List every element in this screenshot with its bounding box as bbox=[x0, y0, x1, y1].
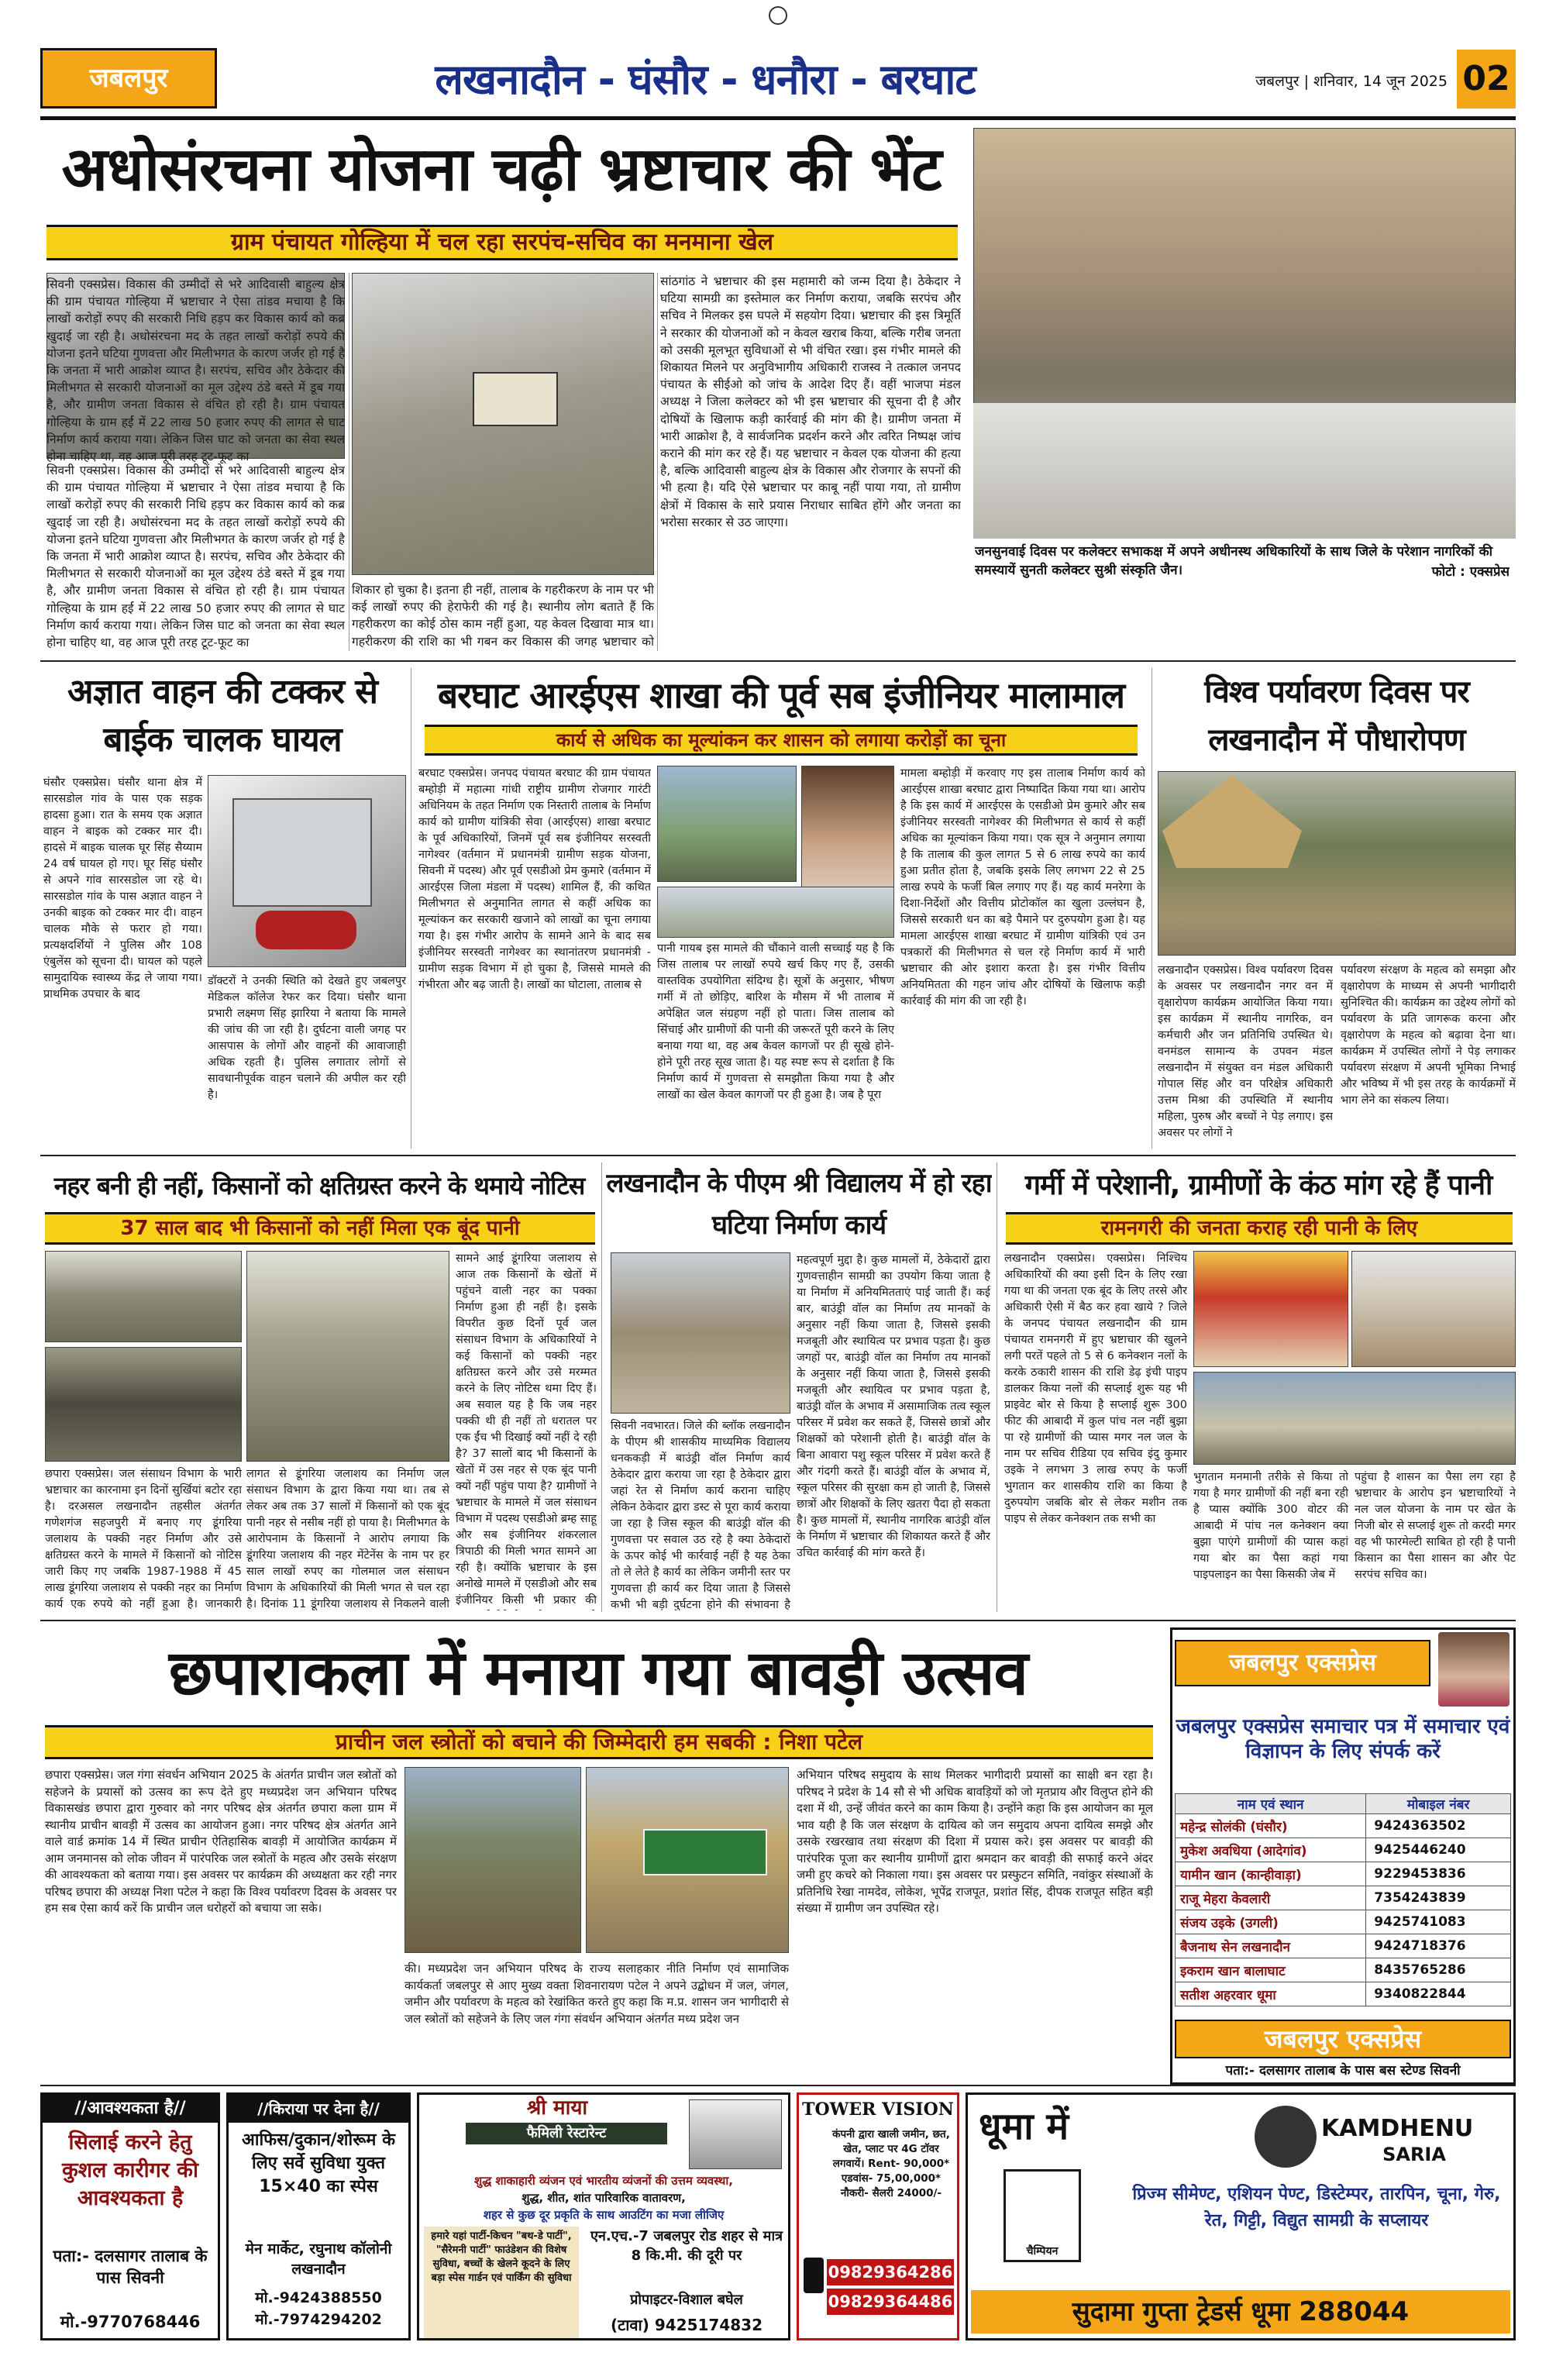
restaurant-phone: (टावा) 9425174832 bbox=[611, 2316, 763, 2334]
ad-tower-vision bbox=[797, 2092, 959, 2340]
kamdhenu-logo-icon bbox=[1255, 2106, 1317, 2168]
restaurant-name: श्री माया bbox=[526, 2096, 588, 2120]
table-row bbox=[1176, 1982, 1511, 2006]
contact-phone: 9340822844 bbox=[1366, 1982, 1511, 2006]
article-2-col1: घंसौर एक्सप्रेस। घंसौर थाना क्षेत्र में सारसडोल गांव के पास एक सड़क हादसा हुआ। रात के समय एक अज्ञात वाहन ने बाइक को टक्कर मार दी। हादसे में बाइक चालक घूर सिंह सैय्याम 24 वर्ष घायल हो गए। घूर सिंह घंसौर से अपने गांव सारसडोल जा रहे थे। सारसडोल गांव के पास अज्ञात वाहन ने उनकी बाइक को टक्कर मार दी। वाहन चालक मौके से फरार हो गया। प्रत्यक्षदर्शियों ने पुलिस और 108 एंबुलेंस को सूचना दी। घायल को पहले सामुदायिक स्वास्थ्य केंद्र ले जाया गया। प्राथमिक उपचार के बाद bbox=[43, 777, 202, 1001]
contact-phone: 7354243839 bbox=[1366, 1886, 1511, 1910]
contact-name: यामीन खान (कान्हीवाड़ा) bbox=[1176, 1862, 1366, 1886]
article-photo bbox=[1351, 1251, 1516, 1367]
bike-shape bbox=[256, 911, 356, 949]
article-photo bbox=[1193, 1372, 1516, 1465]
article-1-col1: सिवनी एक्सप्रेस। विकास की उम्मीदों से भरे आदिवासी बाहुल्य क्षेत्र की ग्राम पंचायत गोल्हिया में भ्रष्टाचार ने ऐसा तांडव मचाया है कि लाखों करोड़ों रुपए की सरकारी निधि हड़प कर विकास कार्य को कब्र खुदाई जा रही है। अधोसंरचना मद के तहत लाखों करोड़ों रुपये की योजना इतने घटिया गुणवत्ता और मिलीभगत के कारण जर्जर हो गई है कि जनता में भारी आक्रोश व्याप्त है। सरपंच, सचिव और ठेकेदार की मिलीभगत से सरकारी योजनाओं का मूल उद्देश्य ठंडे बस्ते में डूब गया है, और ग्रामीण जनता विकास से वंचित हो रही है। ग्राम पंचायत गोल्हिया के ग्राम हर्ई में 22 लाख 50 हजार रुपए की लागत से घाट निर्माण कार्य कराया गया। लेकिन जिस घाट को जनता का सेवा स्थल होना चाहिए था, वह आज पूरी तरह टूट-फूट का bbox=[46, 277, 345, 464]
article-photo bbox=[246, 1251, 449, 1462]
article-5-col1: छपारा एक्सप्रेस। जल संसाधन विभाग के भारी भ्रष्टाचार का कारनामा इन दिनों सुर्खियां बटोर रहा है। दरअसल लखनादौन तहसील अंतर्गत गणेशगंज सहजपुरी में बनाए गए डूंगरिया जलाशय के पक्की नहर निर्माण और उसे क्षतिग्रस्त करने के मामले में किसानों को नोटिस जारी किए गए जबकि 1987-1988 में 45 लाख डूंगरिया जलाशय से पक्की नहर का निर्माण कार्य एक रुपये को नहीं हुआ है। जानकारी bbox=[45, 1468, 242, 1610]
table-row bbox=[1176, 1934, 1511, 1958]
promo-ad-line: जबलपुर एक्सप्रेस समाचार पत्र में समाचार एवं विज्ञापन के लिए संपर्क करें bbox=[1176, 1715, 1510, 1763]
headline-2: अज्ञात वाहन की टक्कर से बाईक चालक घायल bbox=[67, 672, 378, 759]
contact-phone: 9229453836 bbox=[1366, 1862, 1511, 1886]
headline-1: अधोसंरचना योजना चढ़ी भ्रष्टाचार की भेंट bbox=[61, 135, 942, 205]
article-5-col3: सामने आई डूंगरिया जलाशय से आज तक किसानों के खेतों में पहुंचने वाली नहर का पक्का निर्माण हुआ ही नहीं है। इसके विपरीत कुछ दिनों पूर्व जल संसाधन विभाग के अधिकारियों ने कई किसानों को पक्की नहर क्षतिग्रस्त करने और उसे मरम्मत करने के लिए नोटिस थमा दिए हैं। अब सवाल यह है कि जब नहर पक्की थी ही नहीं तो धरातल पर एक ईंच भी दिखाई क्यों नहीं दे रही है? 37 सालों बाद भी किसानों के खेतों में उस नहर से एक बूंद पानी क्यों नहीं पहुंच पाया है? ग्रामीणों ने भ्रष्टाचार के मामले में जल संसाधन विभाग में पदस्थ एसडीओ ब्रम्ह साहू और सब इंजीनियर शंकरलाल त्रिपाठी की मिली भगत सामने आ रही है। क्योंकि भ्रष्टाचार के इस अनोखे मामले में एसडीओ और सब इंजीनियर किसी भी प्रकार की bbox=[456, 1252, 597, 1607]
table-row bbox=[1176, 1958, 1511, 1982]
article-4-col2: पर्यावरण संरक्षण के महत्व को समझा और वृक्षारोपण के माध्यम से अपनी भागीदारी सुनिश्चित की। कार्यक्रम का उद्देश्य लोगों को पर्यावरण के प्रति जागरूक करना और वृक्षारोपण के महत्व को बढ़ावा देना था। कार्यक्रम में उपस्थित लोगों ने पेड़ लगाकर पर्यावरण संरक्षण में अपनी भूमिका निभाई और भविष्य में भी इस तरह के कार्यक्रमों में भाग लेने का संकल्प लिया। bbox=[1341, 964, 1516, 1107]
promo-footer-brand: जबलपुर एक्सप्रेस bbox=[1264, 2024, 1422, 2054]
ad-wanted-address: पता:- दलसागर तालाब के पास सिवनी bbox=[53, 2247, 208, 2287]
hardware-place: धूमा में bbox=[979, 2105, 1069, 2148]
ad-wanted-head: //आवश्यकता है// bbox=[43, 2095, 218, 2123]
tower-body: कंपनी द्वारा खाली जमीन, छत, खेत, प्लाट पर 4G टॉवर लगवायें। Rent- 90,000* एडवांस- 75,00,000* नौकरी- सैलरी 24000/- bbox=[832, 2128, 950, 2199]
article-7-col3: पहुंचा है शासन का पैसा लग रहा है भ्रष्टाचार के आरोप इन भ्रष्टाचारियों ने नल जल योजना के नाम पर खेत के निजी बोर से सप्लाई शुरू तो करदी मगर वह भी फारमेल्टी साबित हो रही है पानी किसान का पैसा शासन का और पेट सरपंच सचिव का। bbox=[1355, 1471, 1516, 1581]
contact-name: राजू मेहरा केवलारी bbox=[1176, 1886, 1366, 1910]
section-title: लखनादौन - घंसौर - धनौरा - बरघाट bbox=[435, 55, 976, 104]
restaurant-tag: फैमिली रेस्टारेन्ट bbox=[466, 2123, 667, 2144]
ad-rent-address: मेन मार्केट, रघुनाथ कॉलोनी लखनादौन bbox=[245, 2241, 392, 2278]
contact-phone: 8435765286 bbox=[1366, 1958, 1511, 1982]
tower-brand: TOWER VISION bbox=[802, 2099, 954, 2120]
promo-brand: जबलपुर एक्सप्रेस bbox=[1229, 1649, 1376, 1676]
table-row bbox=[1176, 1838, 1511, 1862]
hardware-owner: सुदामा गुप्ता ट्रेडर्स धूमा 288044 bbox=[971, 2290, 1510, 2334]
tower-phone: 09829364486 bbox=[827, 2289, 954, 2315]
subhead-5: 37 साल बाद भी किसानों को नहीं मिला एक बूंद पानी bbox=[45, 1212, 595, 1245]
table-row bbox=[1176, 1910, 1511, 1934]
contact-phone: 9425741083 bbox=[1366, 1910, 1511, 1934]
article-7-col2: भुगतान मनमानी तरीके से किया तो गया है मगर ग्रामीणों की नहीं बना रही है प्यास क्योंकि 300 वोटर की आबादी में पांच नल कनेक्शन क्या बुझा पाएंगे ग्रामीणों की प्यास कहां गया बोर का पैसा कहां गया पाइपलाइन का पैसा किसकी जेब में bbox=[1193, 1471, 1348, 1581]
ad-rent-body: आफिस/दुकान/शोरूम के लिए सर्वे सुविधा युक्त 15×40 का स्पेस bbox=[241, 2130, 396, 2196]
article-photo bbox=[45, 1347, 242, 1462]
restaurant-owner: प्रोपाइटर-विशाल बघेल bbox=[630, 2292, 743, 2308]
contact-phone: 9425446240 bbox=[1366, 1838, 1511, 1862]
contact-name: मुकेश अवधिया (आदेगांव) bbox=[1176, 1838, 1366, 1862]
banner-shape bbox=[643, 1829, 767, 1875]
table-row bbox=[1176, 1862, 1511, 1886]
article-1-col2: शिकार हो चुका है। इतना ही नहीं, तालाब के गहरीकरण के नाम पर भी कई लाखों रुपए की हेराफेरी की गई है। स्थानीय लोग बताते हैं कि गहरीकरण का कोई ठोस काम नहीं हुआ, यह केवल दिखावा मात्र था। गहरीकरण की राशि का भी गबन कर विकास की जगह भ्रष्टाचार को bbox=[352, 583, 654, 649]
article-8-col1: छपारा एक्सप्रेस। जल गंगा संवर्धन अभियान 2025 के अंतर्गत प्राचीन जल स्त्रोतों को सहेजने के प्रयासों को उत्सव का रूप देते हुए मध्यप्रदेश जन अभियान परिषद विकासखंड छपारा द्वारा गुरुवार को नगर परिषद क्षेत्र अंतर्गत छपारा कला ग्राम में स्थानीय प्राचीन बावड़ी में उत्सव का आयोजन हुआ। नगर परिषद क्षेत्र अंतर्गत आने वाले वार्ड क्रमांक 14 में स्थित प्राचीन ऐतिहासिक बावड़ी में आयोजित कार्यक्रम में आम जनमानस को लोक जीवन में पारंपरिक जल स्त्रोतों के महत्व और उसके संरक्षण की आवश्यकता को बताया गया। इस अवसर पर कार्यक्रम की अध्यक्षता कर रही नगर परिषद छपारा की अध्यक्ष निशा पटेल ने कहा कि विश्व पर्यावरण दिवस के अवसर पर हम सब ऐसा कार्य करें कि प्राचीन जल धरोहरों को बचाया जा सके। bbox=[45, 1768, 397, 1915]
restaurant-line2: शुद्ध, शीत, शांत पारिवारिक वातावरण, bbox=[522, 2191, 686, 2205]
column-rule bbox=[657, 273, 658, 651]
article-3-col2: पानी गायब इस मामले की चौंकाने वाली सच्चाई यह है कि जिस तालाब पर लाखों रुपये खर्च किए गए हैं, उसकी वास्तविक उपयोगिता संदिग्ध है। सूत्रों के अनुसार, भीषण गर्मी में तो छोड़िए, बारिश के मौसम में भी तालाब में अपेक्षित जल संग्रहण नहीं हो पाता। जिस तालाब को सिंचाई और ग्रामीणों की पानी की जरूरतें पूरी करने के लिए बनाया गया था, वह अब केवल कागजों पर ही सूखे होने-होने पूरी तरह सूख जाता है। यह स्पष्ट रूप से दर्शाता है कि निर्माण कार्य में गुणवत्ता से समझौता किया गया है और लाखों का खेल केवल कागजों पर ही हुआ है। जब है पूरा bbox=[657, 942, 894, 1101]
article-photo bbox=[657, 766, 797, 882]
article-8-col3: अभियान परिषद समुदाय के साथ मिलकर भागीदारी प्रयासों का साक्षी बन रहा है। परिषद ने प्रदेश के 14 सौ से भी अधिक बावड़ियों को जो मृतप्राय और विलुप्त होने की दशा में थी, उन्हें जीवंत करने का काम किया है। उन्होंने कहा कि इस आयोजन का मूल भाव यही है कि जल संरक्षण के दायित्व को जन समुदाय अपना दायित्व समझे और उसके रखरखाव तथा संरक्षण की दिशा में प्रयास करे। इस अवसर पर बावड़ी की पारंपरिक पूजा कर स्थानीय ग्रामीणों द्वारा श्रमदान कर बावड़ी की सफाई करने अंदर जमी हुए कचरे को निकाला गया। इस अवसर पर प्रस्फुटन समिति, नवांकुर संस्थाओं के प्रतिनिधि रेखा नामदेव, लोकेश, भूपेंद्र राजपूत, प्रशांत सिंह, दीपक राजपूत सहित बड़ी संख्या में ग्रामीण जन उपस्थित रहे। bbox=[797, 1768, 1153, 1915]
hardware-items: प्रिज्म सीमेण्ट, एशियन पेण्ट, डिस्टेम्पर, तारपिन, चूना, गेरु, रेत, गिट्टी, विद्युत सामग्री के सप्लायर bbox=[1132, 2185, 1501, 2230]
article-6-col1: सिवनी नवभारत। जिले की ब्लॉक लखनादौन के पीएम श्री शासकीय माध्यमिक विद्यालय धनककड़ी में बाउंड्री वॉल निर्माण कार्य ठेकेदार द्वारा कराया जा रहा है ठेकेदार द्वारा जहां रेत से निर्माण कार्य कराना चाहिए लेकिन ठेकेदार द्वारा डस्ट से पूरा कार्य कराया जा रहा है जिस स्कूल की बाउंड्री वॉल की गुणवत्ता पर सवाल उठ रहे है क्या ठेकेदारों के ऊपर कोई भी कार्रवाई नहीं है यह ठेका तो ले लेते है कार्य का लेकिन जमीनी स्तर पर गुणवत्ता ही कार्य कर दिया जाता है जिससे कभी भी बड़ी दुर्घटना होने की संभावना है bbox=[611, 1420, 790, 1610]
photo-caption: जनसुनवाई दिवस पर कलेक्टर सभाकक्ष में अपने अधीनस्थ अधिकारियों के साथ जिले के परेशान नागरिकों की समस्यायें सुनती कलेक्टर सुश्री संस्कृति जैन। bbox=[975, 544, 1493, 578]
restaurant-note: हमारे यहां पार्टी-किचन "बथ-डे पार्टी", "सैरेमनी पार्टी" फाउंडेशन की विशेष सुविधा, बच्चों के खेलने कूदने के लिए बड़ा स्पेस गार्डन एवं पार्किंग की सुविधा bbox=[424, 2227, 579, 2338]
ad-wanted-phone: मो.-9770768446 bbox=[60, 2313, 201, 2331]
restaurant-line3: शहर से कुछ दूर प्रकृति के साथ आउटिंग का मजा लीजिए bbox=[483, 2208, 725, 2222]
subhead-1: ग्राम पंचायत गोल्हिया में चल रहा सरपंच-सचिव का मनमाना खेल bbox=[46, 225, 958, 260]
article-3-col3: मामला बम्होड़ी में करवाए गए इस तालाब निर्माण कार्य को आरईएस शाखा बरघाट द्वारा निष्पादित किया गया था। आरोप है कि इस कार्य में आरईएस के एसडीओ प्रेम कुमारे और सब इंजीनियर सरस्वती नागेश्वर की मिलीभगत से कार्य से कहीं अधिक का मूल्यांकन किया गया। एक सूत्र ने अनुमान लगाया है कि तालाब की कुल लागत 5 से 6 लाख रुपये का कार्य हुआ प्रतीत होता है, जबकि इसके लिए लगभग 22 से 25 लाख रुपये के फर्जी बिल लगाए गए हैं। यह कार्य मनरेगा के दिशा-निर्देशों और वित्तीय प्रोटोकॉल का खुला उल्लंघन है, जिससे सरकारी धन का बड़े पैमाने पर दुरुपयोग हुआ है। यह मामला आरईएस शाखा बरघाट में ग्रामीण यांत्रिकी एवं उन पत्रकारों की मिलीभगत से चल रहे निर्माण कार्य में भारी भ्रष्टाचार की ओर इशारा करता है। इस गंभीर वित्तीय अनियमितता की गहन जांच और दोषियों के खिलाफ कड़ी कार्रवाई की मांग की जा रही है। bbox=[900, 767, 1145, 1007]
contact-phone: 9424718376 bbox=[1366, 1934, 1511, 1958]
phone-icon bbox=[804, 2258, 824, 2293]
table-row bbox=[1176, 1886, 1511, 1910]
restaurant-road: एन.एच.-7 जबलपुर रोड शहर से मात्र 8 कि.मी. की दूरी पर bbox=[590, 2228, 783, 2264]
article-1-col1: सिवनी एक्सप्रेस। विकास की उम्मीदों से भरे आदिवासी बाहुल्य क्षेत्र की ग्राम पंचायत गोल्हिया में भ्रष्टाचार ने ऐसा तांडव मचाया है कि लाखों करोड़ों रुपए की सरकारी निधि हड़प कर विकास कार्य को कब्र खुदाई जा रही है। अधोसंरचना मद के तहत लाखों करोड़ों रुपये की योजना इतने घटिया गुणवत्ता और मिलीभगत के कारण जर्जर हो गई है कि जनता में भारी आक्रोश व्याप्त है। सरपंच, सचिव और ठेकेदार की मिलीभगत से सरकारी योजनाओं का मूल उद्देश्य ठंडे बस्ते में डूब गया है, और ग्रामीण जनता विकास से वंचित हो रही है। ग्राम पंचायत गोल्हिया के ग्राम हर्ई में 22 लाख 50 हजार रुपए की लागत से घाट निर्माण कार्य कराया गया। लेकिन जिस घाट को जनता का सेवा स्थल होना चाहिए था, वह आज पूरी तरह टूट-फूट का bbox=[46, 463, 345, 650]
contact-name: संजय उइके (उगली) bbox=[1176, 1910, 1366, 1934]
contact-name: इकराम खान बालाघाट bbox=[1176, 1958, 1366, 1982]
promo-avatar bbox=[1438, 1632, 1510, 1707]
ad-hardware bbox=[966, 2092, 1516, 2340]
subhead-8: प्राचीन जल स्त्रोतों को बचाने की जिम्मेदारी हम सबकी : निशा पटेल bbox=[45, 1725, 1153, 1759]
section-rule bbox=[40, 1620, 1516, 1621]
article-photo bbox=[45, 1251, 242, 1342]
ad-rent-phone: मो.-7974294202 bbox=[255, 2311, 382, 2328]
ad-rent-head: //किराया पर देना है// bbox=[229, 2095, 408, 2123]
promo-address: पता:- दलसागर तालाब के पास बस स्टेण्ड सिवनी bbox=[1225, 2063, 1461, 2079]
article-6-col2: महत्वपूर्ण मुद्दा है। कुछ मामलों में, ठेकेदारों द्वारा गुणवत्ताहीन सामग्री का उपयोग किया जाता है या निर्माण में अनियमितताएं पाई जाती हैं। कई बार, बाउंड्री वॉल का निर्माण तय मानकों के अनुसार नहीं किया जाता है, जिससे इसकी मजबूती और स्थायित्व पर प्रभाव पड़ता है। कुछ जगहों पर, बाउंड्री वॉल का निर्माण तय मानकों के अनुसार नहीं किया जाता है, जिससे इसकी मजबूती और स्थायित्व पर प्रभाव पड़ता है, बाउंड्री वॉल के अभाव में असामाजिक तत्व स्कूल परिसर में प्रवेश कर सकते हैं, जिससे छात्रों और शिक्षकों को परेशानी होती है। बाउंड्री वॉल के बिना आवारा पशु स्कूल परिसर में प्रवेश करते हैं और गंदगी करते हैं। बाउंड्री वॉल के अभाव में, स्कूल परिसर की सुरक्षा कम हो जाती है, जिससे छात्रों और शिक्षकों के लिए खतरा पैदा हो सकता है। कुछ मामलों में, स्थानीय नागरिक बाउंड्री वॉल के निर्माण में भ्रष्टाचार की शिकायत करते हैं और उचित कार्रवाई की मांग करते हैं। bbox=[797, 1254, 990, 1559]
article-3-col1: बरघाट एक्सप्रेस। जनपद पंचायत बरघाट की ग्राम पंचायत बम्होड़ी में महात्मा गांधी राष्ट्रीय ग्रामीण रोजगार गारंटी अधिनियम के तहत निर्माण एक निस्तारी तालाब के निर्माण कार्य को ग्रामीण यांत्रिकी सेवा (आरईएस) शाखा बरघाट के पूर्व अधिकारियों, जिनमें पूर्व सब इंजीनियर सरस्वती नागेश्वर (वर्तमान में प्रधानमंत्री ग्रामीण सड़क योजना, सिवनी में पदस्थ) और पूर्व एसडीओ प्रेम कुमारे (वर्तमान में आरईएस जिला मंडला में पदस्थ) शामिल हैं, की कथित मिलीभगत से अनुमानित लागत से कहीं अधिक का मूल्यांकन कर सरकारी खजाने को लाखों का चूना लगाया गया है। इस गंभीर आरोप के सामने आने के बाद सब इंजीनियर सरस्वती नागेश्वर का स्थानांतरण प्रधानमंत्री - ग्रामीण सड़क विभाग में हो चुका है, जिससे मामले की गंभीरता और बढ़ जाती है। लाखों का घोटाला, तालाब से bbox=[418, 767, 651, 991]
col-header-name: नाम एवं स्थान bbox=[1176, 1794, 1366, 1814]
contact-name: महेन्द्र सोलंकी (घंसौर) bbox=[1176, 1814, 1366, 1838]
headline-4: विश्व पर्यावरण दिवस पर लखनादौन में पौधारोपण bbox=[1204, 674, 1469, 758]
cement-bag-label: चैम्पियन bbox=[1026, 2245, 1059, 2258]
dateline: जबलपुर | शनिवार, 14 जून 2025 bbox=[1255, 73, 1448, 90]
article-1-col3: सांठगांठ ने भ्रष्टाचार की इस महामारी को जन्म दिया है। ठेकेदार ने घटिया सामग्री का इस्तेमाल कर निर्माण कराया, जबकि सरपंच और सचिव ने मिलकर इस घपले में सहयोग दिया। भ्रष्टाचार की इस त्रिमूर्ति ने सरकार की योजनाओं को न केवल खराब किया, बल्कि गरीब जनता को उसकी मूलभूत सुविधाओं से भी वंचित रखा। इस गंभीर मामले की शिकायत मिलने पर अनुविभागीय अधिकारी राजस्व ने तत्काल जनपद पंचायत के सीईओ को जांच के आदेश दिए हैं। वहीं भाजपा मंडल अध्यक्ष ने जिला कलेक्टर को भी इस भ्रष्टाचार की सूचना दी है और दोषियों के खिलाफ कड़ी कार्रवाई की मांग की है। ग्रामीण जनता में भारी आक्रोश है, वे सार्वजनिक प्रदर्शन करने और त्वरित निष्पक्ष जांच कराने की मांग कर रहे हैं। यह भ्रष्टाचार न केवल एक योजना की हत्या है, बल्कि आदिवासी बाहुल्य क्षेत्र के विकास और रोजगार के सपनों की भी हत्या है। यदि ऐसे भ्रष्टाचार पर काबू नहीं पाया गया, तो ग्रामीण क्षेत्रों में विकास के सारे प्रयास निराधार साबित होंगे और जनता का भरोसा सरकार से उठ जाएगा। bbox=[660, 274, 961, 529]
section-rule bbox=[40, 660, 1516, 662]
ad-rent-phone: मो.-9424388550 bbox=[255, 2289, 382, 2306]
section-rule bbox=[40, 2085, 1516, 2086]
signboard bbox=[473, 372, 558, 426]
tower-phone: 09829364286 bbox=[827, 2259, 954, 2285]
article-5-col2: लागत से डूंगरिया जलाशय का निर्माण जल संसाधन विभाग के द्वारा किया गया था। तब से लेकर अब तक 37 सालों में किसानों को एक बूंद पानी नहर से नसीब नहीं हो पाया है। मिलीभगत के आरोपनाम के किसानों ने आरोप लगाया कि डूंगरिया जलाशय की नहर मेंटेनेंस के नाम पर हर साल लाखों रुपए का गोलमाल जल संसाधन विभाग के अधिकारियों की मिली भगत से चल रहा है। दिनांक 11 डूंगरिया जलाशय से निकलने वाली bbox=[246, 1468, 449, 1610]
masthead-logo-text: जबलपुर bbox=[89, 63, 168, 94]
headline-6: लखनादौन के पीएम श्री विद्यालय में हो रहा घटिया निर्माण कार्य bbox=[606, 1168, 992, 1241]
ad-wanted-body: सिलाई करने हेतु कुशल कारीगर की आवश्यकता है bbox=[62, 2130, 198, 2210]
registration-mark bbox=[769, 6, 787, 25]
truck-shape bbox=[232, 798, 372, 907]
contact-name: सतीश अहरवार धूमा bbox=[1176, 1982, 1366, 2006]
contact-table bbox=[1175, 1793, 1511, 2015]
article-4-col1: लखनादौन एक्सप्रेस। विश्व पर्यावरण दिवस के अवसर पर लखनादौन नगर वन में वृक्षारोपण कार्यक्रम आयोजित किया गया। इस कार्यक्रम में स्थानीय नागरिक, वन कर्मचारी और जन प्रतिनिधि उपस्थित थे। वनमंडल सामान्य के उपवन मंडल लखनादौन में संयुक्त वन मंडल अधिकारी गोपाल सिंह और वन परिक्षेत्र अधिकारी उत्तम मिश्रा की उपस्थिति में स्थानीय महिला, पुरुष और बच्चों ने पेड़ लगाए। इस अवसर पर लोगों ने bbox=[1158, 964, 1333, 1139]
article-photo bbox=[404, 1767, 581, 1953]
article-2-col2: डॉक्टरों ने उनकी स्थिति को देखते हुए जबलपुर मेडिकल कॉलेज रेफर कर दिया। घंसौर थाना प्रभारी लक्ष्मण सिंह झारिया ने बताया कि मामले की जांच की जा रही है। दुर्घटना वाली जगह पर आसपास के लोगों और वाहनों की आवाजाही अधिक रहती है। पुलिस लगातार लोगों से सावधानीपूर्वक वाहन चलाने की अपील कर रही है। bbox=[208, 975, 406, 1101]
kamdhenu-brand: KAMDHENU bbox=[1321, 2115, 1474, 2142]
headline-7: गर्मी में परेशानी, ग्रामीणों के कंठ मांग रहे हैं पानी bbox=[1024, 1169, 1492, 1201]
contact-name: बैजनाथ सेन लखनादौन bbox=[1176, 1934, 1366, 1958]
table-row bbox=[1176, 1814, 1511, 1838]
meeting-table bbox=[973, 403, 1516, 539]
headline-8: छपाराकला में मनाया गया बावड़ी उत्सव bbox=[168, 1637, 1028, 1709]
col-header-mobile: मोबाइल नंबर bbox=[1366, 1794, 1511, 1814]
ad-wanted bbox=[40, 2092, 220, 2340]
subhead-3: कार्य से अधिक का मूल्यांकन कर शासन को लगाया करोड़ों का चूना bbox=[425, 725, 1138, 756]
article-photo bbox=[657, 887, 894, 938]
photo-credit: फोटो : एक्सप्रेस bbox=[1386, 563, 1510, 583]
article-7-col1: लखनादौन एक्सप्रेस। एक्सप्रेस। निश्चिय अधिकारियों की क्या इसी दिन के लिए रखा गया था की जनता एक बूंद के लिए तरसे और अधिकारी ऐसी में बैठ कर हवा खाये ? जिले के जनपद पंचायत लखनादौन की ग्राम पंचायत रामनगरी में हुए भ्रष्टाचार की खुलने लगी परतें पहले तो 5 से 6 कनेक्शन नलों के करके ठकारी शासन की राशि डेढ़ इंची पाइप डालकर किया नलों की सप्लाई शुरू यह भी प्राइवेट बोर से किया है सप्लाई शुरू 300 फीट की आबादी में कुल पांच नल नहीं बुझा पा रहे ग्रामीणों की प्यास मगर नल जल के नाम पर सचिव रीडिया एव सचिव इंदु कुमार उइके ने लगभग 3 लाख रुपए के फर्जी भुगतान कर शासकीय राशि का किया है दुरुपयोग जबकि बोर से लेकर मशीन तक पाइप से लेकर कनेक्शन तक सभी का bbox=[1004, 1252, 1187, 1525]
restaurant-logo bbox=[689, 2099, 782, 2169]
ad-restaurant bbox=[417, 2092, 790, 2340]
article-photo bbox=[1193, 1251, 1348, 1367]
article-8-col2: की। मध्यप्रदेश जन अभियान परिषद के राज्य सलाहकार नीति निर्माण एवं सामाजिक कार्यकर्ता जबलपुर से आए मुख्य वक्ता शिवनारायण पटेल ने अपने उद्बोधन में जल, जंगल, जमीन और पर्यावरण के महत्व को रेखांकित करते हुए कहा कि म.प्र. शासन जन भागीदारी से जल स्त्रोतों को सहेजने के लिए जल गंगा संवर्धन अभियान अंतर्गत मध्य प्रदेश जन bbox=[404, 1962, 789, 2026]
column-rule bbox=[601, 1162, 602, 1612]
article-photo bbox=[611, 1252, 790, 1414]
section-rule bbox=[40, 1155, 1516, 1156]
page-number: 02 bbox=[1457, 50, 1516, 108]
headline-5: नहर बनी ही नहीं, किसानों को क्षतिग्रस्त करने के थमाये नोटिस bbox=[53, 1171, 585, 1200]
headline-3: बरघाट आरईएस शाखा की पूर्व सब इंजीनियर मालामाल bbox=[437, 674, 1125, 716]
restaurant-line1: शुद्ध शाकाहारी व्यंजन एवं भारतीय व्यंजनों की उत्तम व्यवस्था, bbox=[474, 2174, 733, 2188]
kamdhenu-brand2: SARIA bbox=[1382, 2144, 1446, 2165]
contact-phone: 9424363502 bbox=[1366, 1814, 1511, 1838]
subhead-7: रामनगरी की जनता कराह रही पानी के लिए bbox=[1006, 1212, 1513, 1245]
ad-rent bbox=[226, 2092, 411, 2340]
masthead-rule bbox=[40, 116, 1516, 120]
